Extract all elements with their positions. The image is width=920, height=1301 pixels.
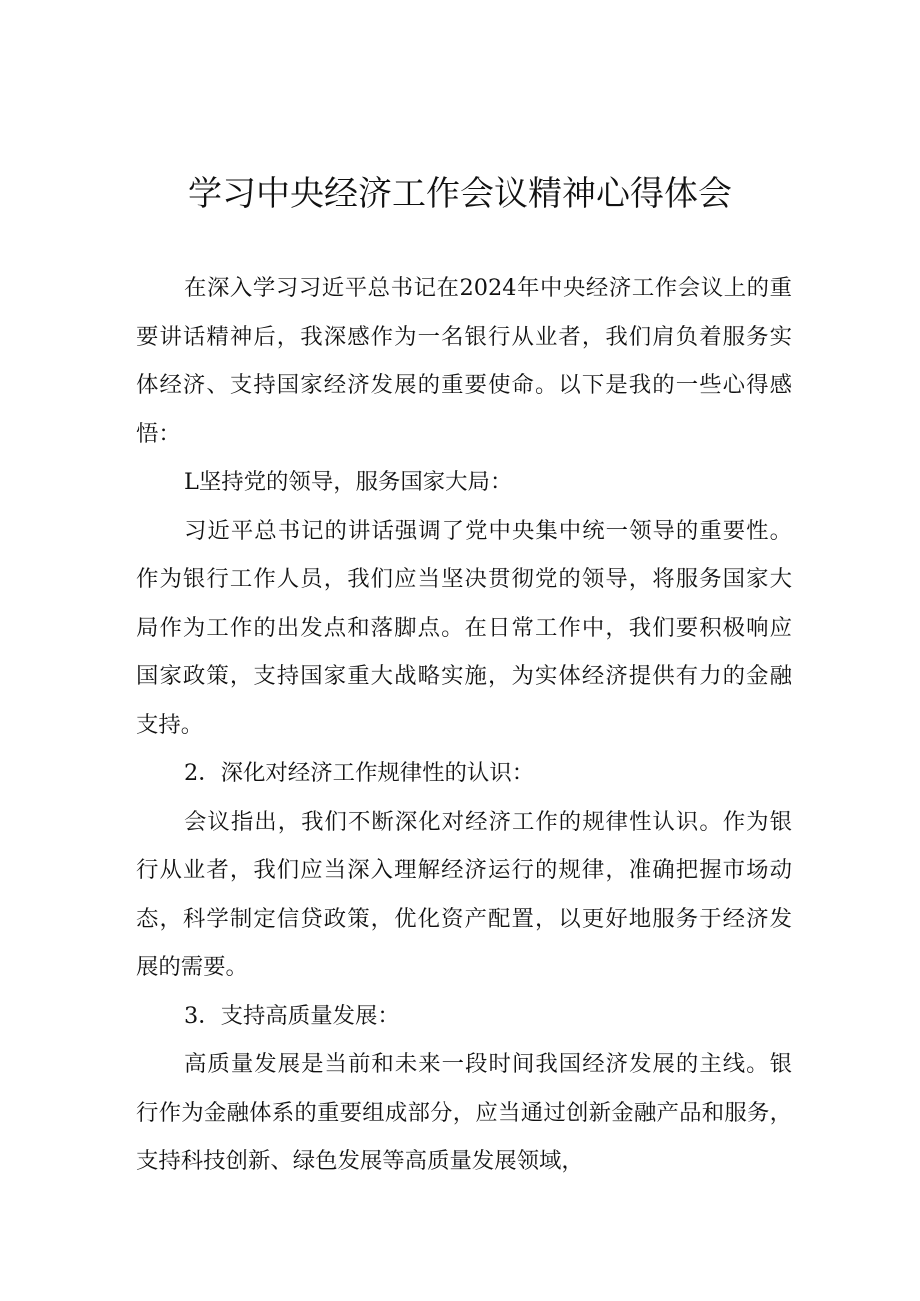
paragraph-line: 悟： xyxy=(136,420,181,447)
paragraph-line: 高质量发展是当前和未来一段时间我国经济发展的主线。银 xyxy=(184,1051,792,1077)
section-heading: 3．支持高质量发展： xyxy=(184,1002,400,1029)
paragraph-line: 在深入学习习近平总书记在2024年中央经济工作会议上的重 xyxy=(184,275,792,301)
paragraph-line: 展的需要。 xyxy=(136,954,248,980)
paragraph-line: 行作为金融体系的重要组成部分，应当通过创新金融产品和服务， xyxy=(136,1099,792,1126)
paragraph-line: 作为银行工作人员，我们应当坚决贯彻党的领导，将服务国家大 xyxy=(136,566,792,592)
paragraph-line: 体经济、支持国家经济发展的重要使命。以下是我的一些心得感 xyxy=(136,372,792,398)
paragraph-line: 国家政策，支持国家重大战略实施，为实体经济提供有力的金融 xyxy=(136,663,792,689)
paragraph-line: 局作为工作的出发点和落脚点。在日常工作中，我们要积极响应 xyxy=(136,614,792,641)
paragraph-line: 习近平总书记的讲话强调了党中央集中统一领导的重要性。 xyxy=(184,517,792,544)
paragraph-line: 支持。 xyxy=(136,711,204,738)
paragraph-line: 要讲话精神后，我深感作为一名银行从业者，我们肩负着服务实 xyxy=(136,323,792,350)
paragraph-line: 会议指出，我们不断深化对经济工作的规律性认识。作为银 xyxy=(184,808,792,835)
section-heading: 2．深化对经济工作规律性的认识： xyxy=(184,760,535,786)
paragraph-line: 行从业者，我们应当深入理解经济运行的规律，准确把握市场动 xyxy=(136,857,792,883)
paragraph-line: 态，科学制定信贷政策，优化资产配置，以更好地服务于经济发 xyxy=(136,905,792,932)
document-title: 学习中央经济工作会议精神心得体会 xyxy=(188,174,732,214)
section-heading: L坚持党的领导，服务国家大局： xyxy=(184,469,513,495)
paragraph-line: 支持科技创新、绿色发展等高质量发展领域， xyxy=(136,1148,584,1174)
